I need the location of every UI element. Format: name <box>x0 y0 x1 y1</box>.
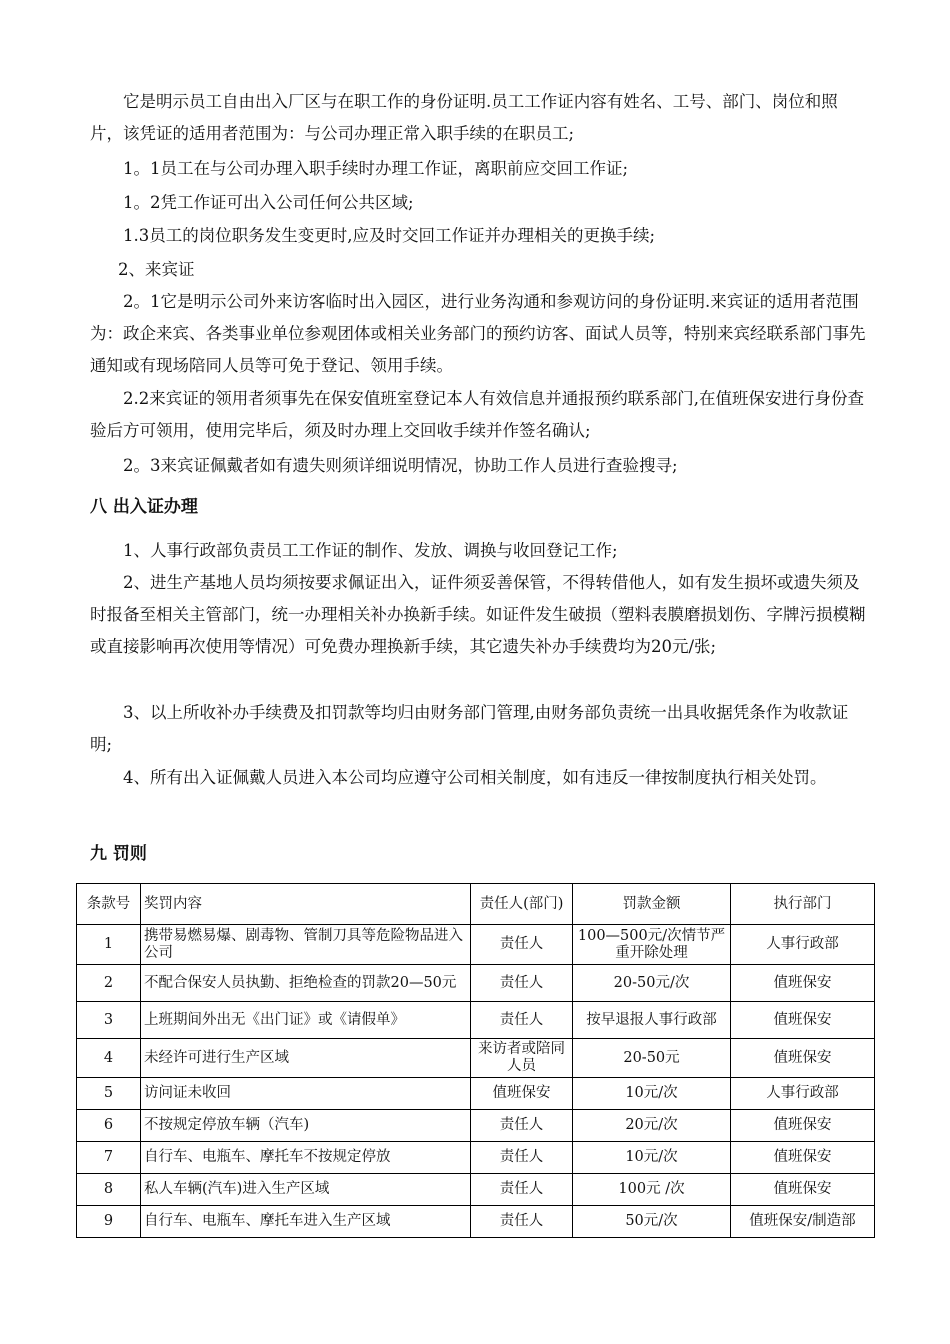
header-clause-no: 条款号 <box>77 884 141 925</box>
cell-clause-no: 5 <box>77 1078 141 1110</box>
cell-fine: 10元/次 <box>573 1078 731 1110</box>
heading-visitor-card: 2、来宾证 <box>118 260 195 279</box>
cell-clause-no: 2 <box>77 965 141 1002</box>
cell-executing-dept: 值班保安 <box>731 1142 875 1174</box>
penalty-table-body <box>77 925 875 1238</box>
section-9-title: 九 罚则 <box>90 844 147 864</box>
cell-executing-dept: 值班保安 <box>731 1039 875 1078</box>
cell-content: 自行车、电瓶车、摩托车不按规定停放 <box>141 1142 471 1174</box>
cell-executing-dept: 值班保安 <box>731 1110 875 1142</box>
cell-clause-no: 9 <box>77 1206 141 1238</box>
cell-fine: 100元 /次 <box>573 1174 731 1206</box>
header-fine: 罚款金额 <box>573 884 731 925</box>
section-8-title: 八 出入证办理 <box>90 497 198 517</box>
cell-responsible: 责任人 <box>471 1110 573 1142</box>
cell-clause-no: 6 <box>77 1110 141 1142</box>
cell-fine: 按早退报人事行政部 <box>573 1002 731 1039</box>
cell-fine: 20-50元/次 <box>573 965 731 1002</box>
section-8-item-3: 3、以上所收补办手续费及扣罚款等均归由财务部门管理,由财务部负责统一出具收据凭条作为收款证明; <box>90 703 849 754</box>
paragraph-1-2: 1。2凭工作证可出入公司任何公共区域; <box>123 193 414 212</box>
table-row <box>77 1174 875 1206</box>
table-row <box>77 1039 875 1078</box>
cell-executing-dept: 值班保安 <box>731 965 875 1002</box>
cell-executing-dept: 人事行政部 <box>731 925 875 965</box>
cell-fine: 20元/次 <box>573 1110 731 1142</box>
section-8-item-2: 2、进生产基地人员均须按要求佩证出入，证件须妥善保管，不得转借他人，如有发生损坏或遗失须及时报备至相关主管部门，统一办理相关补办换新手续。如证件发生破损（塑料表膜磨损划伤、字牌污损模糊或直接影响再次使用等情况）可免费办理换新手续，其它遗失补办手续费均为20元/张; <box>90 573 866 656</box>
paragraph-2-2: 2.2来宾证的领用者须事先在保安值班室登记本人有效信息并通报预约联系部门,在值班保安进行身份查验后方可领用，使用完毕后，须及时办理上交回收手续并作签名确认; <box>90 389 864 440</box>
paragraph-1-1: 1。1员工在与公司办理入职手续时办理工作证，离职前应交回工作证; <box>123 159 629 178</box>
cell-content: 未经许可进行生产区域 <box>141 1039 471 1078</box>
cell-executing-dept: 值班保安 <box>731 1002 875 1039</box>
cell-clause-no: 3 <box>77 1002 141 1039</box>
cell-content: 自行车、电瓶车、摩托车进入生产区域 <box>141 1206 471 1238</box>
table-row <box>77 1206 875 1238</box>
cell-executing-dept: 值班保安 <box>731 1174 875 1206</box>
table-row <box>77 1110 875 1142</box>
section-8-item-1: 1、人事行政部负责员工工作证的制作、发放、调换与收回登记工作; <box>123 541 618 560</box>
table-row <box>77 965 875 1002</box>
cell-responsible: 值班保安 <box>471 1078 573 1110</box>
table-row <box>77 1142 875 1174</box>
header-responsible: 责任人(部门) <box>471 884 573 925</box>
cell-clause-no: 1 <box>77 925 141 965</box>
cell-content: 不按规定停放车辆（汽车) <box>141 1110 471 1142</box>
cell-clause-no: 7 <box>77 1142 141 1174</box>
cell-responsible: 责任人 <box>471 1206 573 1238</box>
cell-responsible: 责任人 <box>471 925 573 965</box>
table-row <box>77 1078 875 1110</box>
cell-fine: 100—500元/次情节严重开除处理 <box>573 925 731 965</box>
cell-responsible: 来访者或陪同人员 <box>471 1039 573 1078</box>
cell-fine: 50元/次 <box>573 1206 731 1238</box>
cell-responsible: 责任人 <box>471 1142 573 1174</box>
paragraph-1-3: 1.3员工的岗位职务发生变更时,应及时交回工作证并办理相关的更换手续; <box>123 226 656 245</box>
cell-executing-dept: 值班保安/制造部 <box>731 1206 875 1238</box>
cell-content: 访问证未收回 <box>141 1078 471 1110</box>
cell-fine: 20-50元 <box>573 1039 731 1078</box>
cell-content: 上班期间外出无《出门证》或《请假单》 <box>141 1002 471 1039</box>
header-content: 奖罚内容 <box>141 884 471 925</box>
section-8-item-4: 4、所有出入证佩戴人员进入本公司均应遵守公司相关制度，如有违反一律按制度执行相关处罚。 <box>123 768 827 787</box>
table-header-row <box>77 884 875 925</box>
cell-content: 携带易燃易爆、剧毒物、管制刀具等危险物品进入公司 <box>141 925 471 965</box>
cell-responsible: 责任人 <box>471 1174 573 1206</box>
cell-responsible: 责任人 <box>471 965 573 1002</box>
paragraph-2-1: 2。1它是明示公司外来访客临时出入园区，进行业务沟通和参观访问的身份证明.来宾证的适用者范围为：政企来宾、各类事业单位参观团体或相关业务部门的预约访客、面试人员等，特别来宾经联系部门事先通知或有现场陪同人员等可免于登记、领用手续。 <box>90 292 866 375</box>
cell-content: 不配合保安人员执勤、拒绝检查的罚款20—50元 <box>141 965 471 1002</box>
cell-fine: 10元/次 <box>573 1142 731 1174</box>
table-row <box>77 1002 875 1039</box>
header-executing-dept: 执行部门 <box>731 884 875 925</box>
cell-content: 私人车辆(汽车)进入生产区域 <box>141 1174 471 1206</box>
paragraph-workcard-definition: 它是明示员工自由出入厂区与在职工作的身份证明.员工工作证内容有姓名、工号、部门、岗位和照片，该凭证的适用者范围为：与公司办理正常入职手续的在职员工; <box>90 92 838 143</box>
paragraph-2-3: 2。3来宾证佩戴者如有遗失则须详细说明情况，协助工作人员进行查验搜寻; <box>123 456 678 475</box>
table-row <box>77 925 875 965</box>
cell-executing-dept: 人事行政部 <box>731 1078 875 1110</box>
penalty-table <box>76 883 875 1238</box>
cell-clause-no: 8 <box>77 1174 141 1206</box>
cell-clause-no: 4 <box>77 1039 141 1078</box>
cell-responsible: 责任人 <box>471 1002 573 1039</box>
